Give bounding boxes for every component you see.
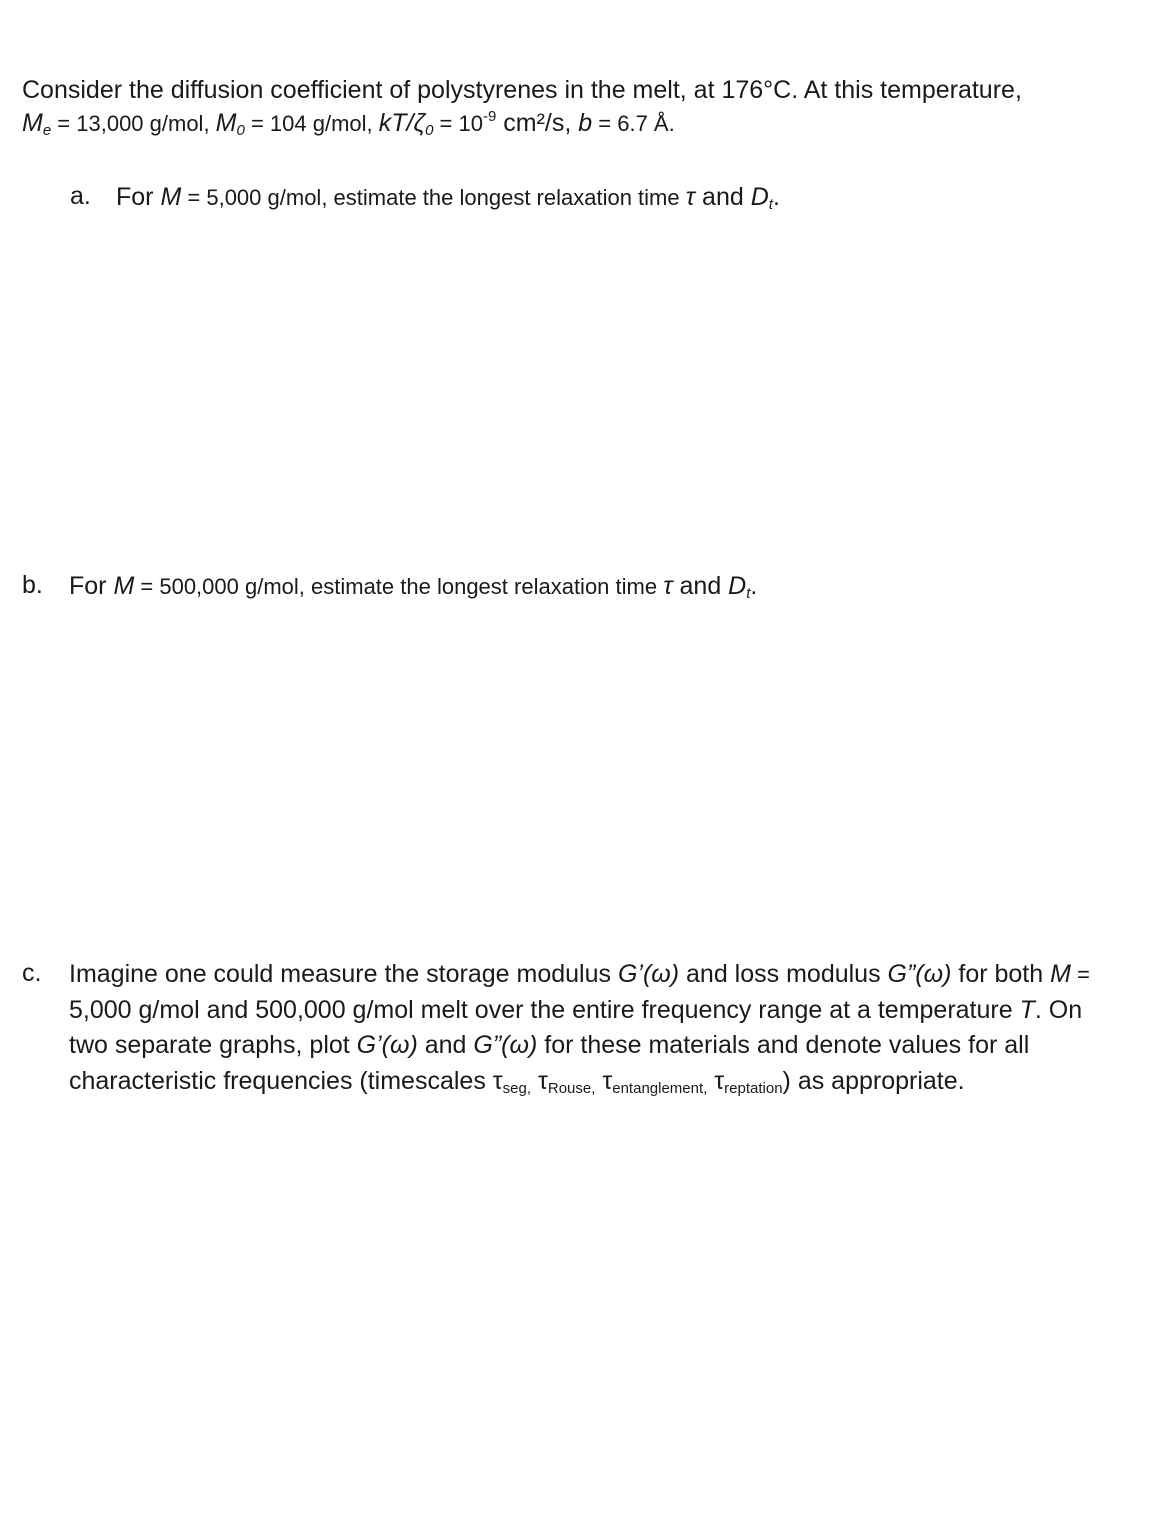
tau-seg-symbol: τ <box>492 1066 503 1095</box>
item-a-label: a. <box>70 182 91 210</box>
item-c-label: c. <box>22 959 42 987</box>
intro-line-2 <box>22 107 1022 140</box>
item-c-l3-post: for these materials and denote values for all <box>537 1031 1030 1059</box>
temperature-symbol: T <box>1019 995 1035 1024</box>
item-c-l1-pre: Imagine one could measure the storage modulus <box>69 960 618 988</box>
item-c-l1-post: for both <box>951 960 1051 988</box>
item-b-d-symbol: D <box>728 572 747 600</box>
m0-symbol: M <box>215 109 237 137</box>
me-symbol: M <box>22 109 43 137</box>
item-c-l4-post: ) as appropriate. <box>782 1066 965 1095</box>
item-c-text <box>69 957 1090 1099</box>
item-b-pre: For <box>69 572 114 600</box>
tau-entanglement-subscript: entanglement, <box>612 1079 708 1097</box>
kt-value: = 10 <box>433 111 483 136</box>
item-c-l2-pre: 5,000 g/mol and 500,000 g/mol melt over the entire frequency range at a temperature <box>69 995 1020 1024</box>
item-b-d-subscript: t <box>746 585 751 602</box>
loss-modulus-symbol: G”(ω) <box>887 960 952 988</box>
item-c-m-symbol: M <box>1050 960 1071 988</box>
item-c-line-2 <box>69 993 1090 1029</box>
tau-reptation-symbol: τ <box>714 1066 725 1095</box>
item-c-l4-pre: characteristic frequencies (timescales <box>69 1066 493 1095</box>
b-symbol: b <box>578 109 593 137</box>
tau-rouse-symbol: τ <box>537 1066 548 1095</box>
intro-line-1: Consider the diffusion coefficient of polystyrenes in the melt, at 176°C. At this temperature, <box>22 76 1022 104</box>
m0-value: = 104 g/mol, <box>244 111 379 136</box>
tau-reptation-subscript: reptation <box>724 1079 783 1097</box>
kt-unit: cm²/s, <box>496 109 579 137</box>
tau-seg-subscript: seg, <box>502 1079 532 1097</box>
me-value: = 13,000 g/mol, <box>51 111 216 136</box>
item-b-end: . <box>750 572 758 600</box>
item-c-l2-post: . On <box>1034 995 1083 1024</box>
item-a-tau-symbol: τ <box>685 183 696 211</box>
storage-modulus-symbol: G’(ω) <box>617 960 680 988</box>
loss-modulus-symbol-2: G”(ω) <box>473 1031 538 1059</box>
item-c-l1-mid: and loss modulus <box>679 960 888 988</box>
kt-symbol: kT/ζ <box>378 109 426 137</box>
item-c-l3-and: and <box>417 1031 474 1059</box>
item-c-l3-pre: two separate graphs, plot <box>69 1031 357 1059</box>
item-a-d-subscript: t <box>768 196 773 213</box>
item-b-text <box>69 569 757 605</box>
item-b-question: = 500,000 g/mol, estimate the longest relaxation time <box>134 574 664 599</box>
intro-paragraph <box>22 74 1022 140</box>
item-a-question: = 5,000 g/mol, estimate the longest relaxation time <box>181 185 686 210</box>
tau-entanglement-symbol: τ <box>602 1066 613 1095</box>
item-c-line-3 <box>69 1028 1090 1064</box>
item-a-d-symbol: D <box>750 183 769 211</box>
kt-exponent: -9 <box>482 108 497 125</box>
item-a-end: . <box>772 183 780 211</box>
item-c-l1-eq: = <box>1070 962 1090 987</box>
item-b-m-symbol: M <box>113 572 135 600</box>
item-b-and: and <box>672 572 729 600</box>
m0-subscript: 0 <box>236 122 245 139</box>
item-c-line-4 <box>69 1064 1090 1100</box>
storage-modulus-symbol-2: G’(ω) <box>356 1031 418 1059</box>
kt-subscript: 0 <box>425 122 434 139</box>
item-a-m-symbol: M <box>160 183 182 211</box>
item-a-pre: For <box>116 183 161 211</box>
b-value: = 6.7 Å. <box>592 111 675 136</box>
item-c-line-1 <box>69 957 1090 993</box>
tau-rouse-subscript: Rouse, <box>547 1079 596 1097</box>
item-a-text <box>116 180 780 216</box>
item-b-label: b. <box>22 571 43 599</box>
me-subscript: e <box>42 122 52 139</box>
item-b-tau-symbol: τ <box>663 572 673 600</box>
item-a-and: and <box>695 183 751 211</box>
